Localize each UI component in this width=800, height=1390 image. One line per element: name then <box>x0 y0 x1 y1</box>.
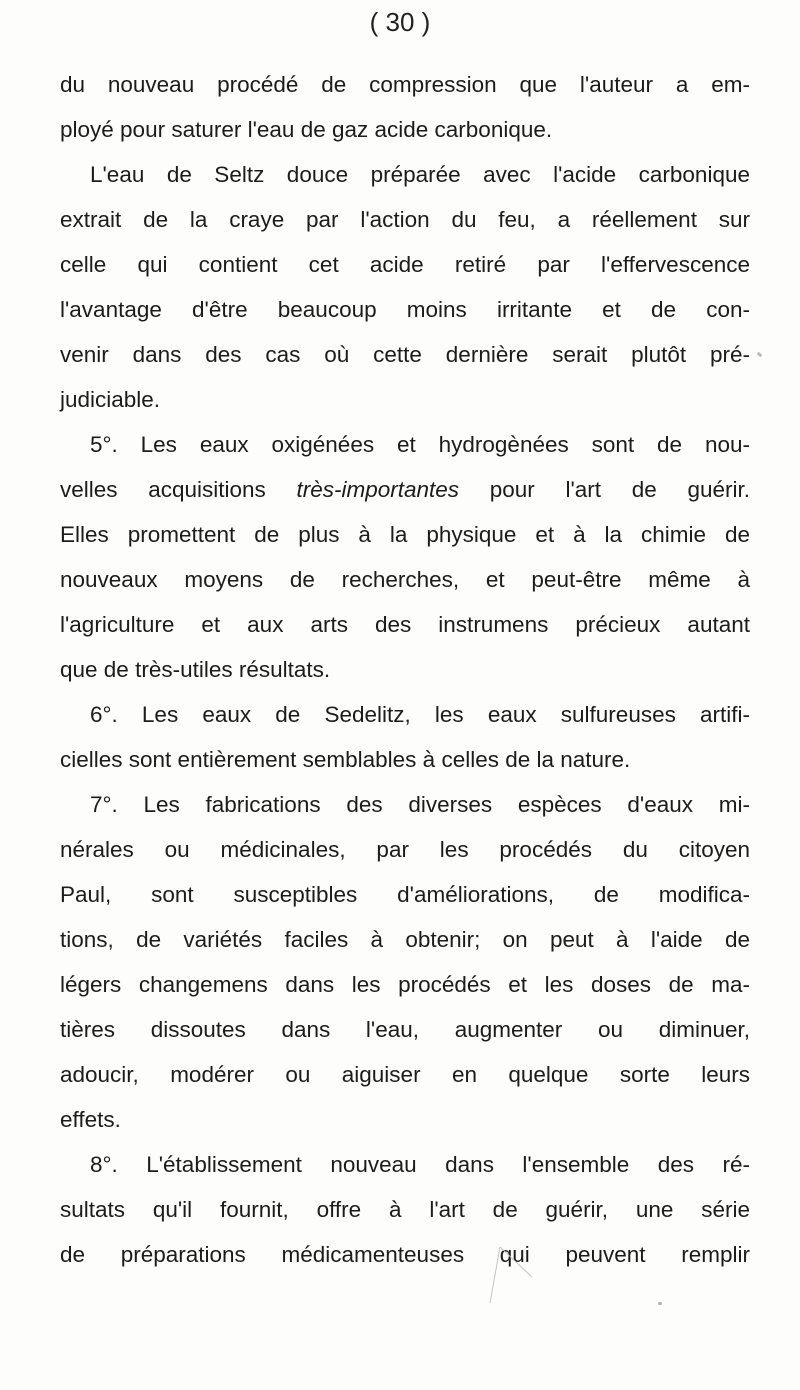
paper-speck <box>658 1302 662 1305</box>
text-line: venir dans des cas où cette dernière serait plutôt pré- <box>60 342 750 367</box>
text-line: judiciable. <box>60 387 161 412</box>
text-line: tières dissoutes dans l'eau, augmenter ou diminuer, <box>60 1017 750 1042</box>
text-line: nérales ou médicinales, par les procédés du citoyen <box>60 837 750 862</box>
text-fragment: velles acquisitions <box>60 477 297 502</box>
text-line: 8°. L'établissement nouveau dans l'ensemble des ré- <box>90 1152 750 1177</box>
page-number: ( 30 ) <box>369 7 431 37</box>
text-line <box>60 467 750 512</box>
text-line: l'agriculture et aux arts des instrumens précieux autant <box>60 612 750 637</box>
text-line: adoucir, modérer ou aiguiser en quelque sorte leurs <box>60 1062 750 1087</box>
text-fragment: pour l'art de guérir. <box>459 477 751 502</box>
text-line: ployé pour saturer l'eau de gaz acide carbonique. <box>60 117 553 142</box>
text-line: l'avantage d'être beaucoup moins irritante et de con- <box>60 297 750 322</box>
text-line: sultats qu'il fournit, offre à l'art de guérir, une série <box>60 1197 750 1222</box>
italic-phrase: très-importantes <box>296 477 460 502</box>
stray-pencil-mark <box>470 1245 550 1305</box>
text-line: extrait de la craye par l'action du feu, a réellement sur <box>60 207 750 232</box>
text-line: 7°. Les fabrications des diverses espèces d'eaux mi- <box>90 792 750 817</box>
text-line: de préparations médicamenteuses qui peuvent remplir <box>60 1242 750 1267</box>
text-line: 5°. Les eaux oxigénées et hydrogènées sont de nou- <box>90 432 750 457</box>
text-line: effets. <box>60 1107 121 1132</box>
text-line: Elles promettent de plus à la physique et à la chimie de <box>60 522 750 547</box>
text-line: celle qui contient cet acide retiré par l'effervescence <box>60 252 750 277</box>
text-line: L'eau de Seltz douce préparée avec l'acide carbonique <box>90 162 750 187</box>
text-line: cielles sont entièrement semblables à celles de la nature. <box>60 747 631 772</box>
text-line: légers changemens dans les procédés et les doses de ma- <box>60 972 750 997</box>
text-line: nouveaux moyens de recherches, et peut-être même à <box>60 567 750 592</box>
body-text <box>60 62 750 1277</box>
text-line: 6°. Les eaux de Sedelitz, les eaux sulfureuses artifi- <box>90 702 750 727</box>
text-line: Paul, sont susceptibles d'améliorations, de modifica- <box>60 882 750 907</box>
text-line: que de très-utiles résultats. <box>60 657 331 682</box>
text-line: tions, de variétés faciles à obtenir; on peut à l'aide de <box>60 927 750 952</box>
text-line: du nouveau procédé de compression que l'auteur a em- <box>60 72 750 97</box>
paper-speck <box>757 352 763 358</box>
